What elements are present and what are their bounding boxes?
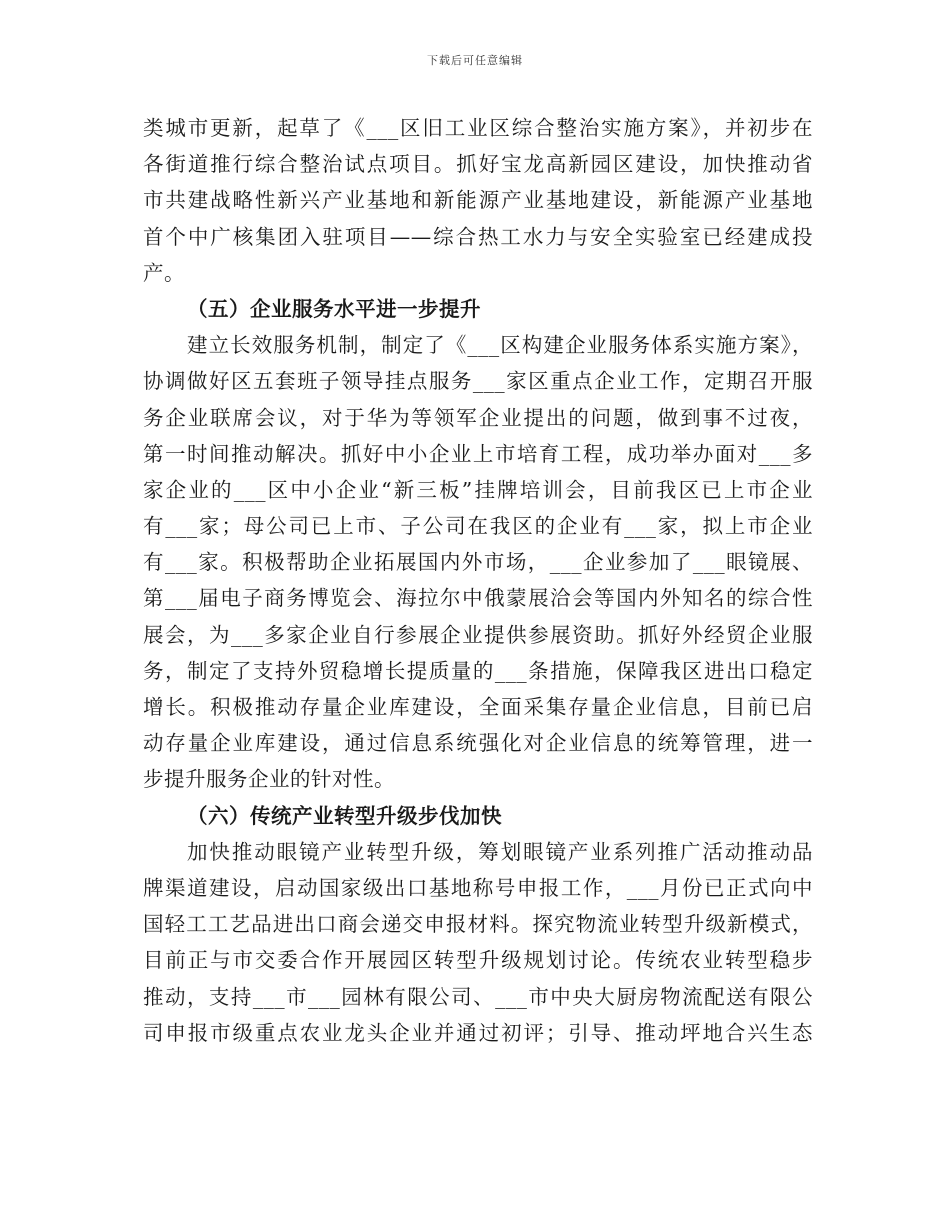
text-line: 目前正与市交委合作开展园区转型升级规划讨论。传统农业转型稳步	[143, 948, 813, 973]
text-line: 首个中广核集团入驻项目——综合热工水力与安全实验室已经建成投	[143, 224, 813, 249]
text-line: 增长。积极推动存量企业库建设，全面采集存量企业信息，目前已启	[143, 695, 813, 719]
text-line: 各街道推行综合整治试点项目。抓好宝龙高新园区建设，加快推动省	[143, 152, 813, 177]
text-line: 有___家；母公司已上市、子公司在我区的企业有___家，拟上市企业	[143, 514, 813, 539]
text-line: 建立长效服务机制，制定了《___区构建企业服务体系实施方案》，	[187, 333, 813, 358]
text-line: 产。	[143, 260, 185, 285]
text-line: 第一时间推动解决。抓好中小企业上市培育工程，成功举办面对___多	[143, 441, 813, 466]
text-line: 加快推动眼镜产业转型升级，筹划眼镜产业系列推广活动推动品	[187, 839, 813, 864]
text-line: 推动，支持___市___园林有限公司、___市中央大厨房物流配送有限公	[143, 984, 813, 1009]
document-body	[143, 110, 813, 1051]
text-line: 家企业的___区中小企业“新三板”挂牌培训会，目前我区已上市企业	[143, 477, 813, 502]
text-line: 务企业联席会议，对于华为等领军企业提出的问题，做到事不过夜，	[143, 405, 813, 430]
section-heading: （五）企业服务水平进一步提升	[187, 296, 481, 321]
text-line: 步提升服务企业的针对性。	[143, 767, 395, 792]
text-line: 有___家。积极帮助企业拓展国内外市场，___企业参加了___眼镜展、	[143, 550, 813, 575]
text-line: 协调做好区五套班子领导挂点服务___家区重点企业工作，定期召开服	[143, 369, 813, 394]
page-header: 下载后可任意编辑	[427, 54, 523, 67]
text-line: 务，制定了支持外贸稳增长提质量的___条措施，保障我区进出口稳定	[143, 658, 813, 683]
text-line: 国轻工工艺品进出口商会递交申报材料。探究物流业转型升级新模式，	[143, 912, 813, 937]
text-line: 类城市更新，起草了《___区旧工业区综合整治实施方案》，并初步在	[143, 116, 813, 140]
section-heading: （六）传统产业转型升级步伐加快	[187, 803, 502, 828]
text-line: 司申报市级重点农业龙头企业并通过初评；引导、推动坪地合兴生态	[143, 1020, 813, 1045]
text-line: 市共建战略性新兴产业基地和新能源产业基地建设，新能源产业基地	[143, 188, 813, 213]
text-line: 展会，为___多家企业自行参展企业提供参展资助。抓好外经贸企业服	[143, 622, 813, 647]
text-line: 动存量企业库建设，通过信息系统强化对企业信息的统筹管理，进一	[143, 731, 813, 756]
text-line: 第___届电子商务博览会、海拉尔中俄蒙展洽会等国内外知名的综合性	[143, 586, 813, 611]
text-line: 牌渠道建设，启动国家级出口基地称号申报工作，___月份已正式向中	[143, 875, 813, 900]
